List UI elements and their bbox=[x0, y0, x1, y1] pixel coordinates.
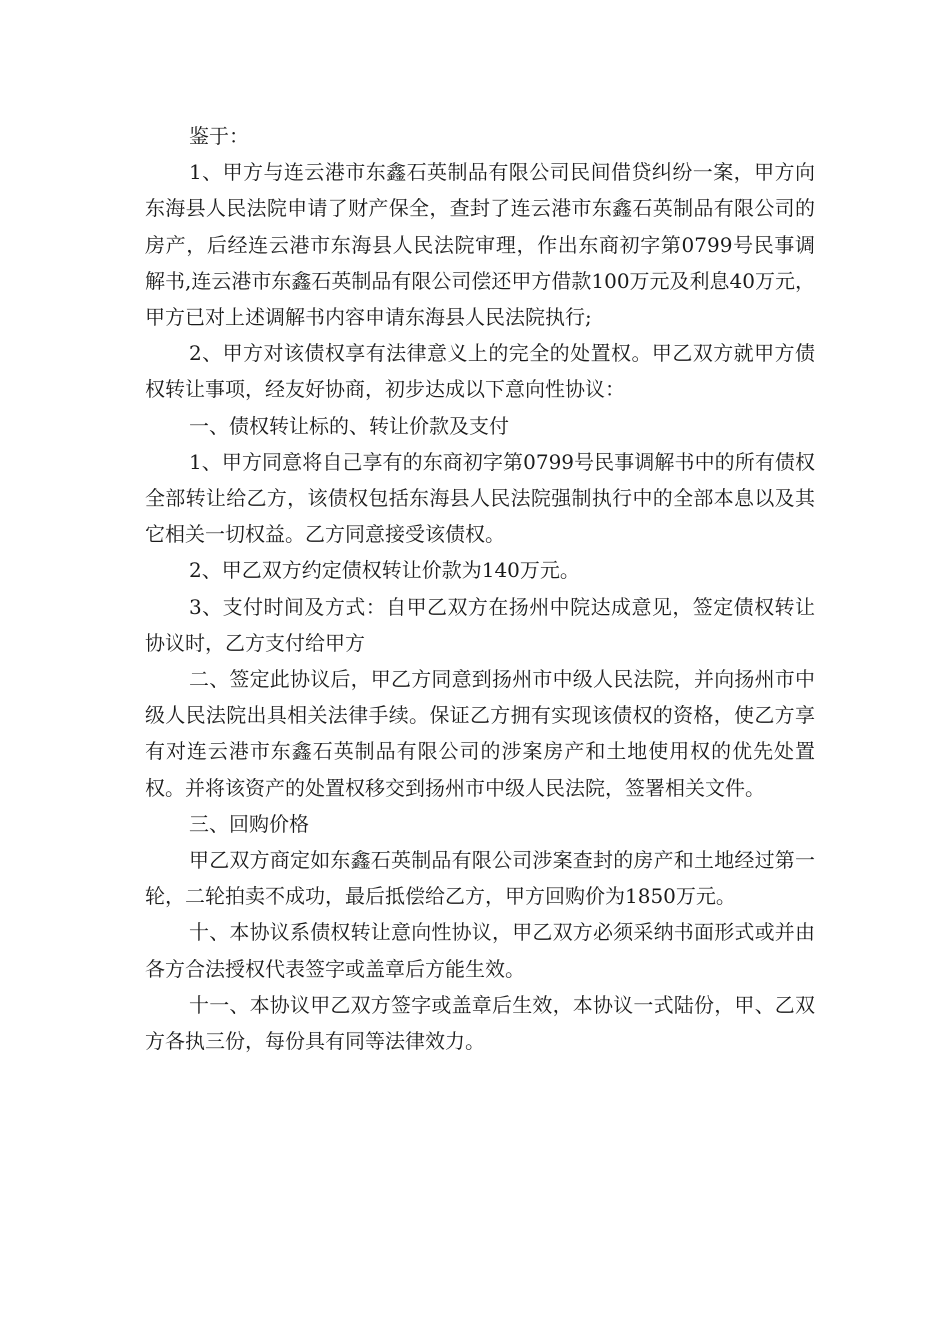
paragraph-section-11: 十一、本协议甲乙双方签字或盖章后生效，本协议一式陆份，甲、乙双方各执三份，每份具有同等法律效力。 bbox=[145, 992, 815, 1054]
section-heading-3: 三、回购价格 bbox=[189, 811, 309, 836]
paragraph-section-3: 甲乙双方商定如东鑫石英制品有限公司涉案查封的房产和土地经过第一轮，二轮拍卖不成功，最后抵偿给乙方，甲方回购价为1850万元。 bbox=[145, 848, 815, 909]
paragraph-recital-1: 1、甲方与连云港市东鑫石英制品有限公司民间借贷纠纷一案，甲方向东海县人民法院申请了财产保全，查封了连云港市东鑫石英制品有限公司的房产，后经连云港市东海县人民法院审理，作出东商初字第0799号民事调解书,连云港市东鑫石英制品有限公司偿还甲方借款100万元及利息40万元，甲方已对上述调解书内容申请东海县人民法院执行; bbox=[145, 160, 815, 330]
paragraph-clause-1-3: 3、支付时间及方式：自甲乙双方在扬州中院达成意见，签定债权转让协议时，乙方支付给甲方 bbox=[145, 594, 815, 655]
paragraph-preamble: 鉴于： bbox=[189, 124, 249, 148]
document-body bbox=[145, 118, 815, 1059]
paragraph-clause-1-1: 1、甲方同意将自己享有的东商初字第0799号民事调解书中的所有债权全部转让给乙方，该债权包括东海县人民法院强制执行中的全部本息以及其它相关一切权益。乙方同意接受该债权。 bbox=[145, 449, 815, 547]
paragraph-section-10: 十、本协议系债权转让意向性协议，甲乙双方必须采纳书面形式或并由各方合法授权代表签字或盖章后方能生效。 bbox=[145, 920, 815, 981]
paragraph-section-2: 二、签定此协议后，甲乙方同意到扬州市中级人民法院，并向扬州市中级人民法院出具相关法律手续。保证乙方拥有实现该债权的资格，使乙方享有对连云港市东鑫石英制品有限公司的涉案房产和土地使用权的优先处置权。并将该资产的处置权移交到扬州市中级人民法院，签署相关文件。 bbox=[145, 667, 815, 800]
paragraph-clause-1-2: 2、甲乙双方约定债权转让价款为140万元。 bbox=[189, 558, 580, 583]
paragraph-recital-2: 2、甲方对该债权享有法律意义上的完全的处置权。甲乙双方就甲方债权转让事项，经友好协商，初步达成以下意向性协议： bbox=[145, 341, 815, 402]
section-heading-1: 一、债权转让标的、转让价款及支付 bbox=[189, 413, 509, 438]
